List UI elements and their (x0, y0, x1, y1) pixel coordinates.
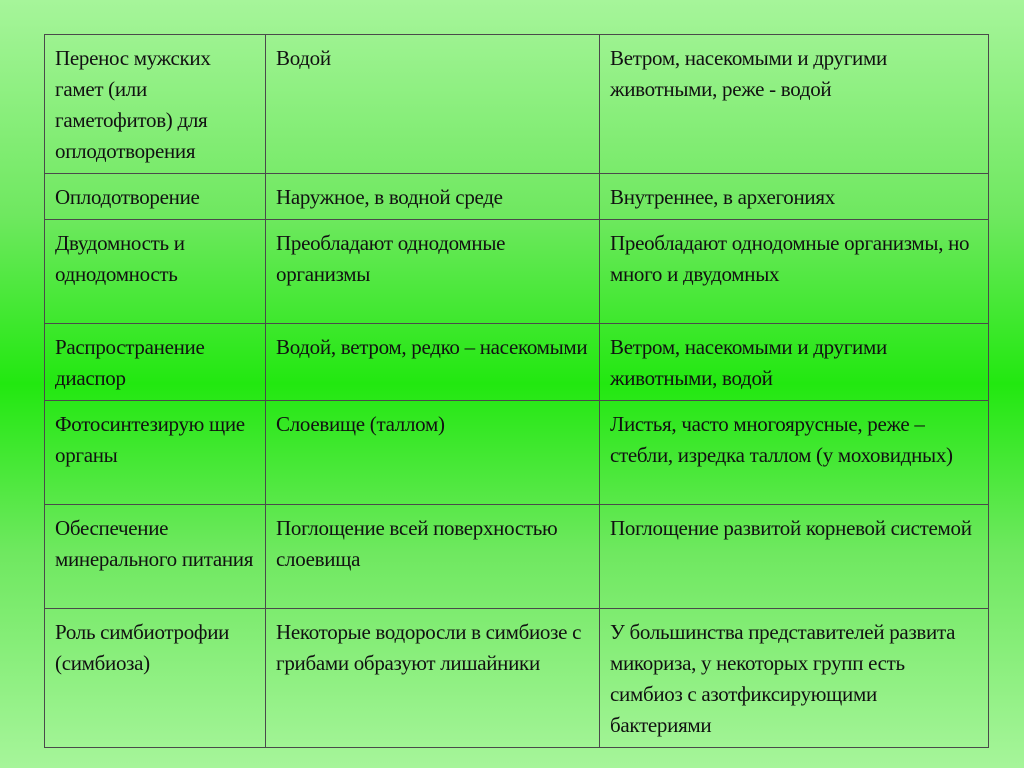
feature-cell: Распространение диаспор (45, 324, 266, 401)
table-row (45, 609, 989, 748)
higher-plants-cell: Поглощение развитой корневой системой (600, 505, 989, 609)
feature-cell: Фотосинтезирую щие органы (45, 401, 266, 505)
algae-cell: Водой, ветром, редко – насекомыми (266, 324, 600, 401)
algae-cell: Поглощение всей поверхностью слоевища (266, 505, 600, 609)
higher-plants-cell: Внутреннее, в архегониях (600, 174, 989, 220)
comparison-table (44, 34, 989, 748)
algae-cell: Преобладают однодомные организмы (266, 220, 600, 324)
feature-cell: Двудомность и однодомность (45, 220, 266, 324)
table-row (45, 324, 989, 401)
algae-cell: Наружное, в водной среде (266, 174, 600, 220)
higher-plants-cell: Ветром, насекомыми и другими животными, реже - водой (600, 35, 989, 174)
table-row (45, 401, 989, 505)
feature-cell: Обеспечение минерального питания (45, 505, 266, 609)
table-row (45, 220, 989, 324)
higher-plants-cell: У большинства представителей развита микориза, у некоторых групп есть симбиоз с азотфиксирующими бактериями (600, 609, 989, 748)
higher-plants-cell: Преобладают однодомные организмы, но много и двудомных (600, 220, 989, 324)
algae-cell: Слоевище (таллом) (266, 401, 600, 505)
table-row (45, 505, 989, 609)
higher-plants-cell: Ветром, насекомыми и другими животными, водой (600, 324, 989, 401)
feature-cell: Перенос мужских гамет (или гаметофитов) для оплодотворения (45, 35, 266, 174)
higher-plants-cell: Листья, часто многоярусные, реже – стебли, изредка таллом (у моховидных) (600, 401, 989, 505)
table-row (45, 174, 989, 220)
table-row (45, 35, 989, 174)
algae-cell: Водой (266, 35, 600, 174)
feature-cell: Роль симбиотрофии (симбиоза) (45, 609, 266, 748)
algae-cell: Некоторые водоросли в симбиозе с грибами образуют лишайники (266, 609, 600, 748)
feature-cell: Оплодотворение (45, 174, 266, 220)
